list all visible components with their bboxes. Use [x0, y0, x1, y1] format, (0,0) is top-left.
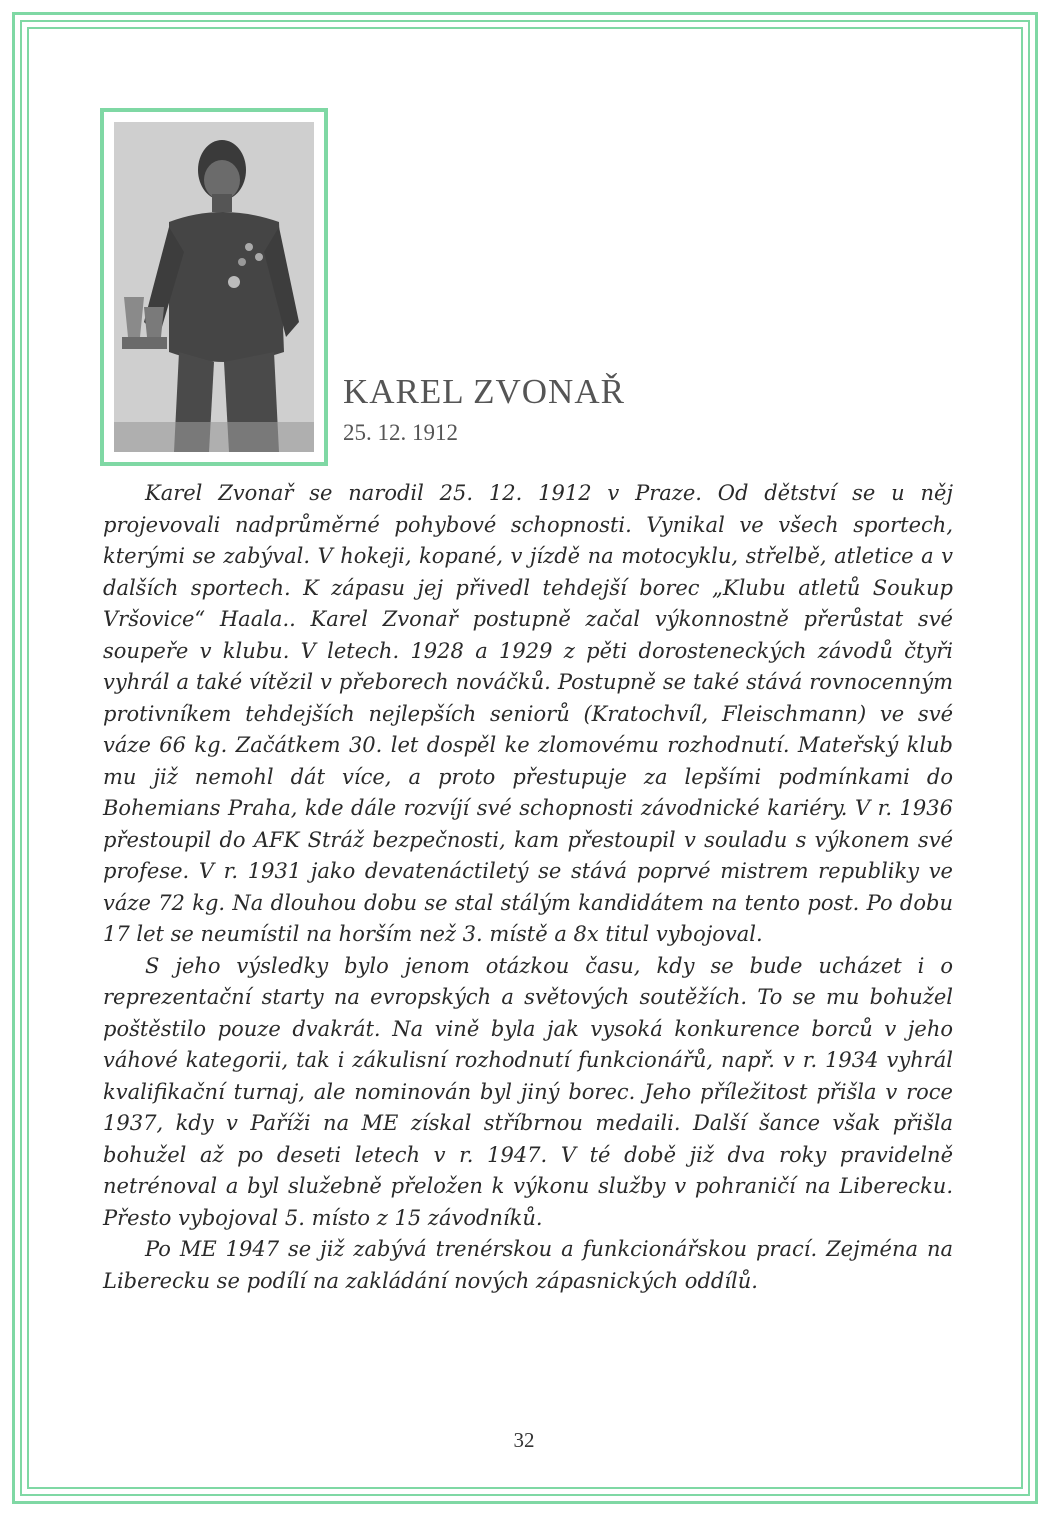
biography-paragraph-2: S jeho výsledky bylo jenom otázkou času, kdy se bude ucházet i o reprezentační starty na evropských a světových soutěžích. To se mu bohužel poštěstilo pouze dvakrát. Na vině byla jak vysoká konkurence borců v jeho váhové kategorii, tak i zákulisní rozhodnutí funkcionářů, např. v r. 1934 vyhrál kvalifikační turnaj, ale nominován byl jiný borec. Jeho příležitost přišla v roce 1937, kdy v Paříži na ME získal stříbrnou medaili. Další šance však přišla bohužel až po deseti letech v r. 1947. V té době již dva roky pravidelně netrénoval a byl služebně přeložen k výkonu služby v pohraničí na Liberecku. Přesto vybojoval 5. místo z 15 závodníků. [103, 953, 953, 1230]
portrait-photo-icon [114, 122, 314, 452]
person-name: KAREL ZVONAŘ [343, 372, 625, 411]
page-number: 32 [513, 1428, 535, 1452]
biography-paragraph-3: Po ME 1947 se již zabývá trenérskou a funkcionářskou prací. Zejména na Liberecku se podílí na zakládání nových zápasnických oddílů. [103, 1237, 953, 1293]
biography-paragraph-1: Karel Zvonař se narodil 25. 12. 1912 v Praze. Od dětství se u něj projevovali nadprůměrné pohybové schopnosti. Vynikal ve všech sportech, kterými se zabýval. V hokeji, kopané, v jízdě na motocyklu, střelbě, atletice a v dalších sportech. K zápasu jej přivedl tehdejší borec „Klubu atletů Soukup Vršovice“ Haala.. Karel Zvonař postupně začal výkonnostně přerůstat své soupeře v klubu. V letech. 1928 a 1929 z pěti dorosteneckých závodů čtyři vyhrál a také vítězil v přeborech nováčků. Postupně se také stává rovnocenným protivníkem tehdejších nejlepších seniorů (Kratochvíl, Fleischmann) ve své váze 66 kg. Začátkem 30. let dospěl ke zlomovému rozhodnutí. Mateřský klub mu již nemohl dát více, a proto přestupuje za lepšími podmínkami do Bohemians Praha, kde dále rozvíjí své schopnosti závodnické kariéry. V r. 1936 přestoupil do AFK Stráž bezpečnosti, kam přestoupil v souladu s výkonem své profese. V r. 1931 jako devatenáctiletý se stává poprvé mistrem republiky ve váze 72 kg. Na dlouhou dobu se stal stálým kandidátem na tento post. Po dobu 17 let se neumístil na horším než 3. místě a 8x titul vybojoval. [103, 481, 953, 946]
biography-text [103, 478, 953, 1297]
birth-date: 25. 12. 1912 [343, 420, 458, 445]
portrait-photo-frame [100, 108, 328, 466]
